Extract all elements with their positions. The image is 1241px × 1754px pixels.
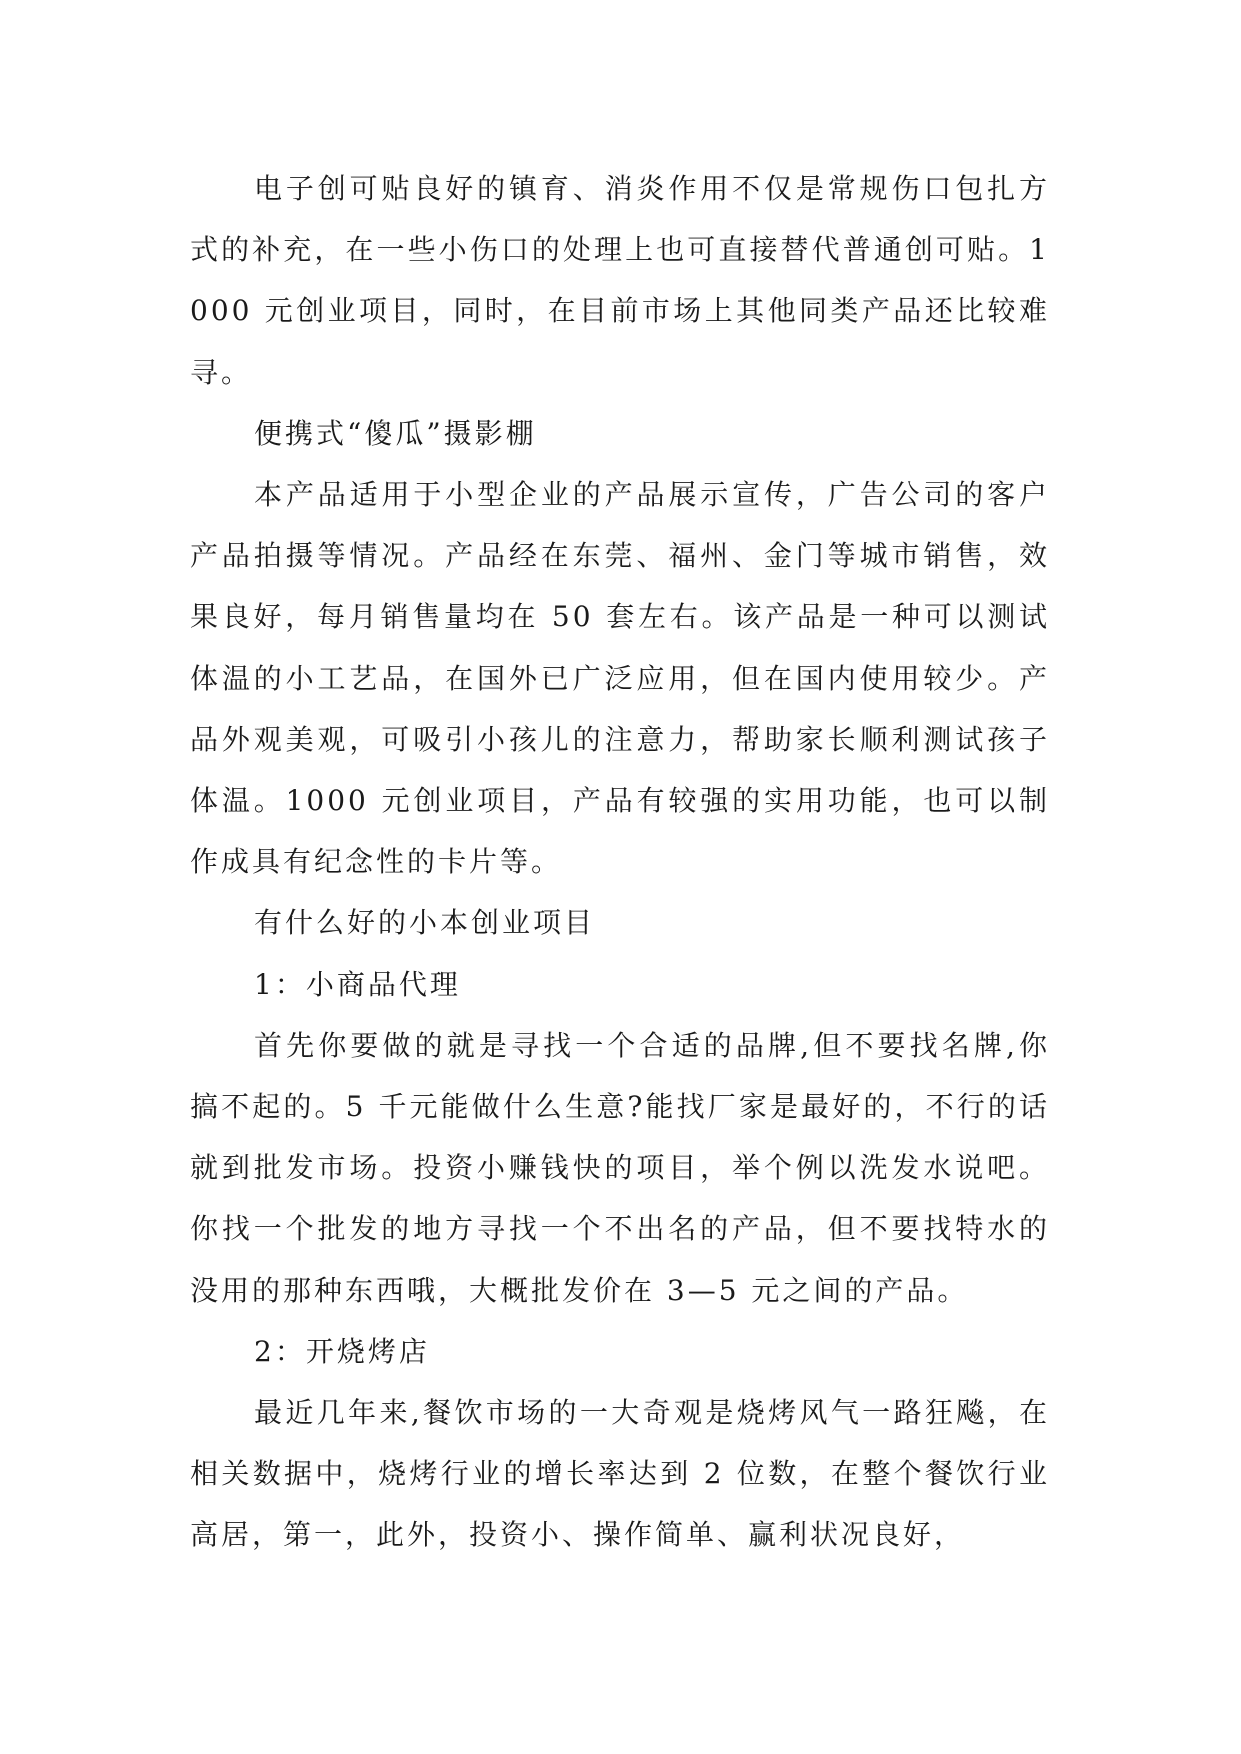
paragraph-photo-studio-description: 本产品适用于小型企业的产品展示宣传，广告公司的客户产品拍摄等情况。产品经在东莞、福州、金门等城市销售，效果良好，每月销售量均在 50 套左右。该产品是一种可以测试体温的小工艺品，在国外已广泛应用，但在国内使用较少。产品外观美观，可吸引小孩儿的注意力，帮助家长顺利测试孩子体温。1000 元创业项目，产品有较强的实用功能，也可以制作成具有纪念性的卡片等。 — [190, 478, 1050, 879]
paragraph-bbq-description: 最近几年来,餐饮市场的一大奇观是烧烤风气一路狂飚，在相关数据中，烧烤行业的增长率达到 2 位数，在整个餐饮行业高居，第一，此外，投资小、操作简单、赢利状况良好， — [190, 1396, 1050, 1552]
paragraph-agency-description: 首先你要做的就是寻找一个合适的品牌,但不要找名牌,你搞不起的。5 千元能做什么生意?能找厂家是最好的，不行的话就到批发市场。投资小赚钱快的项目，举个例以洗发水说吧。你找一个批发的地方寻找一个不出名的产品，但不要找特水的没用的那种东西哦，大概批发价在 3—5 元之间的产品。 — [190, 1028, 1050, 1307]
document-body — [190, 158, 1050, 1566]
heading-small-business-projects: 有什么好的小本创业项目 — [254, 906, 596, 940]
heading-item-2-bbq-shop: 2：开烧烤店 — [254, 1334, 430, 1368]
heading-item-1-agency: 1：小商品代理 — [254, 967, 461, 1001]
heading-portable-photo-studio: 便携式“傻瓜”摄影棚 — [254, 416, 537, 450]
paragraph-electronic-bandage: 电子创可贴良好的镇育、消炎作用不仅是常规伤口包扎方式的补充，在一些小伤口的处理上也可直接替代普通创可贴。1000 元创业项目，同时，在目前市场上其他同类产品还比较难寻。 — [190, 172, 1050, 389]
